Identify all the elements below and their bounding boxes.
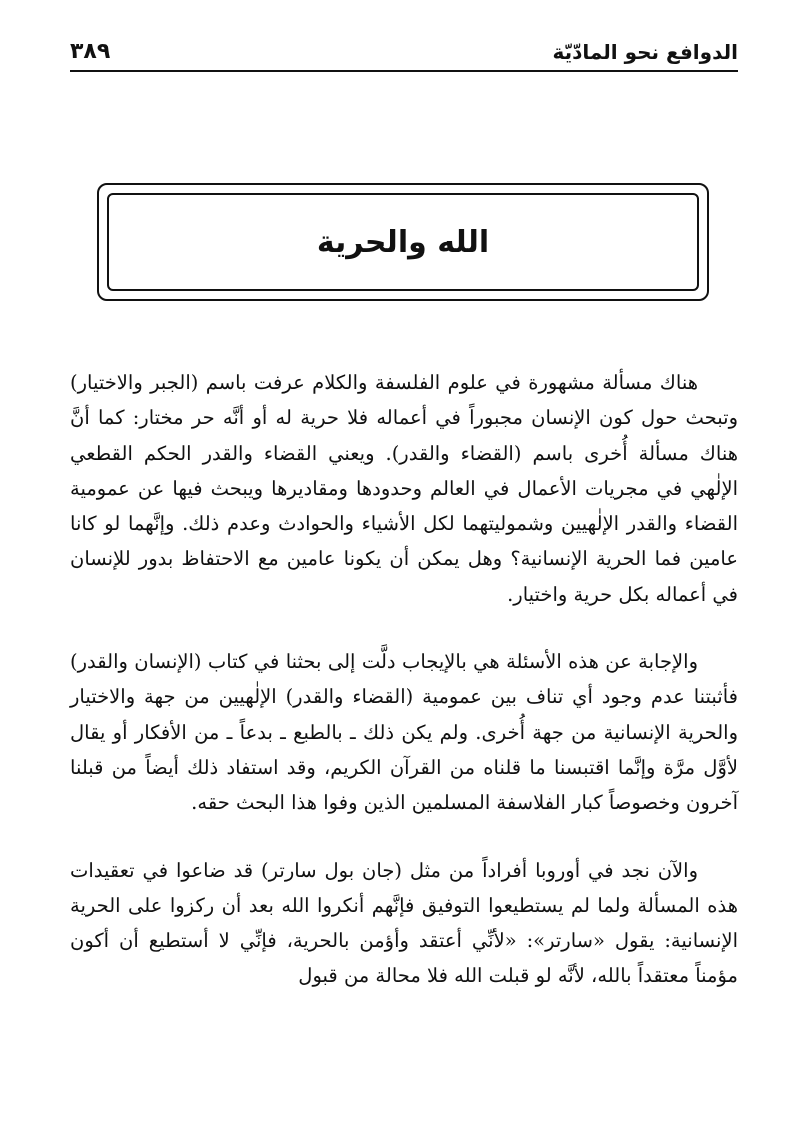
page-number: ٣٨٩: [70, 39, 111, 64]
paragraph-1: هناك مسألة مشهورة في علوم الفلسفة والكلام عرفت باسم (الجبر والاختيار) وتبحث حول كون الإنسان مجبوراً في أعماله فلا حرية له أو أنَّه حر مختار: كما أنَّ هناك مسألة أُخرى باسم (القضاء والقدر). ويعني القضاء والقدر الحكم القطعي الإلٰهي في مجريات الأعمال في العالم وحدودها ومقاديرها ويبحث فيها عن عمومية القضاء والقدر الإلٰهيين وشموليتهما لكل الأشياء والحوادث وعدم ذلك. وإنَّهما لو كانا عامين فما الحرية الإنسانية؟ وهل يمكن أن يكونا عامين مع الاحتفاظ بدور للإنسان في أعماله بكل حرية واختيار.: [70, 371, 738, 606]
header-divider: [70, 70, 738, 72]
paragraph-3: والآن نجد في أوروبا أفراداً من مثل (جان بول سارتر) قد ضاعوا في تعقيدات هذه المسألة ولما لم يستطيعوا التوفيق فإنَّهم أنكروا الله بعد أن ركزوا على الحرية الإنسانية: يقول «سارتر»: «لأنِّي أعتقد وأؤمن بالحرية، فإنِّي لا أستطيع أن أكون مؤمناً معتقداً بالله، لأنَّه لو قبلت الله فلا محالة من قبول: [70, 858, 738, 988]
chapter-title-frame: [97, 183, 709, 301]
chapter-title-inner-frame: [107, 193, 699, 291]
running-head: [70, 28, 738, 64]
paragraph-2: والإجابة عن هذه الأسئلة هي بالإيجاب دلَّت إلى بحثنا في كتاب (الإنسان والقدر) فأثبتنا عدم وجود أي تناف بين عمومية (القضاء والقدر) الإلٰهيين من جهة والاختيار والحرية الإنسانية من جهة أُخرى. ولم يكن ذلك ـ بالطبع ـ بدعاً ـ من الأفكار أو يقال لأوَّل مرَّة وإنَّما اقتبسنا ما قلناه من القرآن الكريم، وقد استفاد ذلك أيضاً من قبلنا آخرون وخصوصاً كبار الفلاسفة المسلمين الذين وفوا هذا البحث حقه.: [70, 650, 738, 815]
chapter-title: الله والحرية: [316, 224, 490, 260]
running-title: الدوافع نحو المادّيّة: [552, 40, 738, 64]
body-text: [70, 365, 738, 994]
